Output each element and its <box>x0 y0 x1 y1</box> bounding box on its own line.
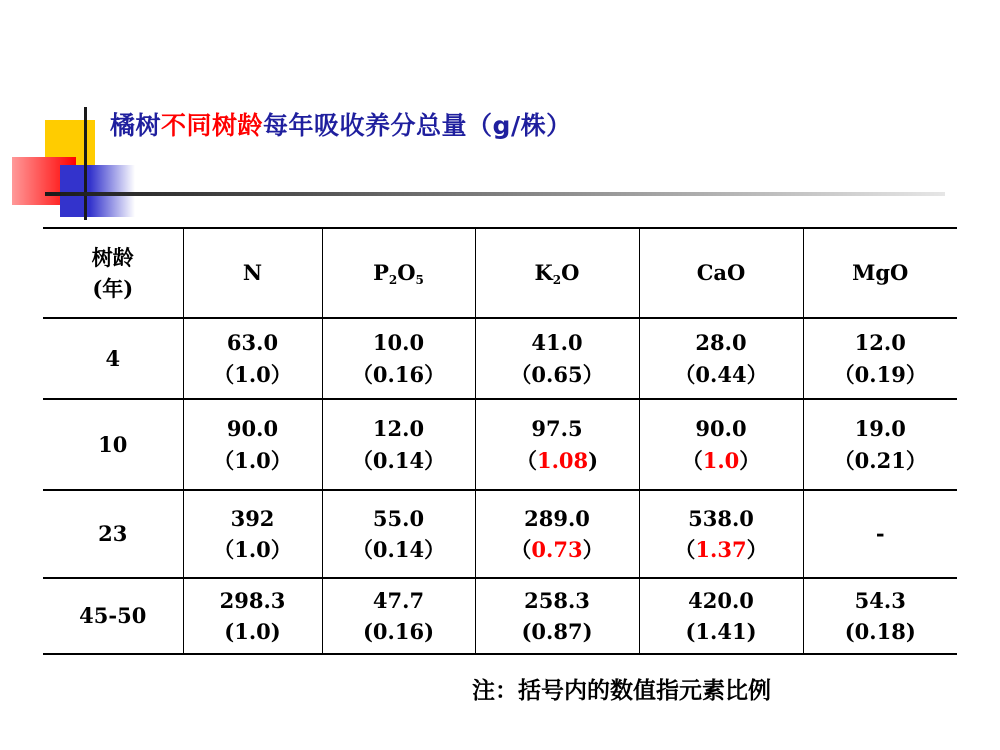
k2o-cell: 97.5 （1.08) <box>475 399 639 490</box>
age-cell: 4 <box>105 345 121 371</box>
age-cell: 23 <box>98 521 128 547</box>
table-row <box>43 578 957 654</box>
k2o-cell: 289.0 （0.73） <box>475 490 639 578</box>
highlighted-ratio: 1.37 <box>695 537 747 562</box>
n-cell: 392 （1.0） <box>183 490 322 578</box>
highlighted-ratio: 0.73 <box>531 537 583 562</box>
highlighted-ratio: 1.08 <box>536 447 589 473</box>
decor-blue-square <box>60 165 135 217</box>
title-highlight: 不同树龄 <box>161 111 264 140</box>
header-p2o5: $P_2O_5$ <box>322 228 475 318</box>
n-cell: 298.3 (1.0) <box>183 578 322 654</box>
n-cell: 90.0 （1.0） <box>183 399 322 490</box>
nutrient-table <box>43 227 957 655</box>
title-part-1: 橘树 <box>110 111 162 140</box>
title-part-4: 株） <box>520 111 572 140</box>
highlighted-ratio: 1.0 <box>702 447 740 473</box>
k2o-cell: 41.0 （0.65） <box>475 318 639 399</box>
p2o5-cell: 10.0 （0.16） <box>322 318 475 399</box>
header-k2o: $K_2O$ <box>475 228 639 318</box>
decor-horizontal-rule <box>45 192 945 196</box>
mgo-cell: 12.0 （0.19） <box>803 318 957 399</box>
cao-cell: 28.0 （0.44） <box>639 318 803 399</box>
p2o5-cell: 47.7 (0.16) <box>322 578 475 654</box>
footnote: 注：括号内的数值指元素比例 <box>472 677 771 704</box>
age-cell: 45-50 <box>79 603 147 629</box>
decor-vertical-line <box>84 107 87 220</box>
p2o5-cell: 12.0 （0.14） <box>322 399 475 490</box>
title-part-3: 每年吸收养分总量（ <box>263 111 493 140</box>
header-tree-age: 树龄 (年) <box>91 244 134 301</box>
cao-cell: 538.0 （1.37） <box>639 490 803 578</box>
table-row <box>43 318 957 399</box>
table-row <box>43 399 957 490</box>
mgo-cell: 19.0 （0.21） <box>803 399 957 490</box>
cao-cell: 420.0 (1.41) <box>639 578 803 654</box>
title-unit: g/ <box>492 111 521 140</box>
k2o-cell: 258.3 (0.87) <box>475 578 639 654</box>
age-cell: 10 <box>98 431 128 457</box>
header-n: N <box>183 228 322 318</box>
p2o5-cell: 55.0 （0.14） <box>322 490 475 578</box>
cao-cell: 90.0 （1.0） <box>639 399 803 490</box>
mgo-cell: - <box>803 490 957 578</box>
header-cao: CaO <box>639 228 803 318</box>
mgo-cell: 54.3 (0.18) <box>803 578 957 654</box>
table-row <box>43 490 957 578</box>
table-header-row <box>43 228 957 318</box>
header-mgo: MgO <box>803 228 957 318</box>
n-cell: 63.0 （1.0） <box>183 318 322 399</box>
page-title <box>110 106 572 142</box>
